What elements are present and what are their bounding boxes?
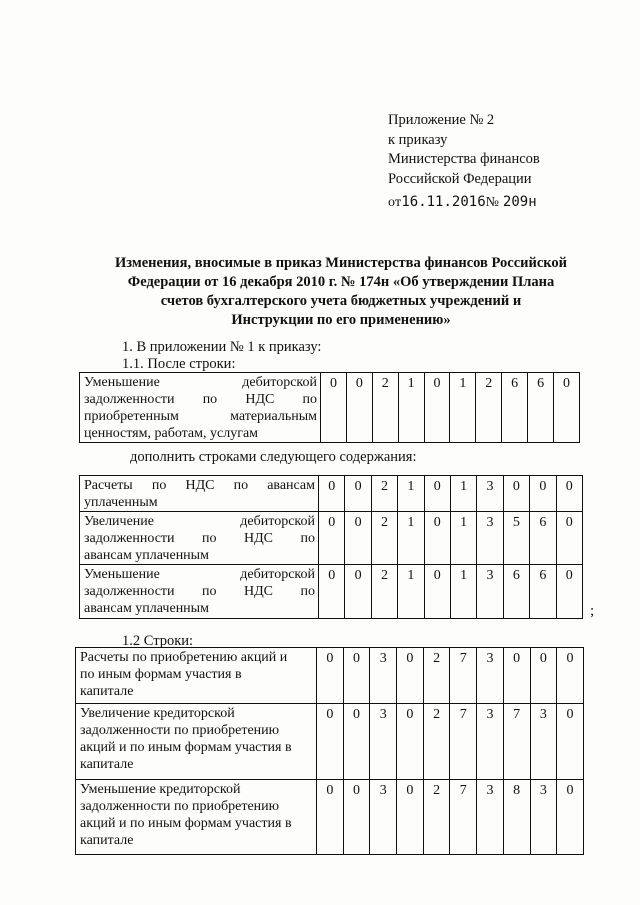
description-line: капитале (80, 832, 134, 848)
row-description (80, 373, 321, 443)
account-code-digit: 2 (371, 476, 397, 512)
account-code-digit: 1 (398, 512, 424, 565)
section-1-1-heading: 1.1. После строки: (122, 356, 236, 372)
row-description (80, 565, 319, 618)
description-line: задолженности по НДС по (84, 392, 317, 407)
account-code-digit: 0 (424, 512, 450, 565)
account-code-digit: 6 (503, 565, 529, 618)
description-line: уплаченным (84, 495, 158, 510)
account-code-digit: 1 (398, 565, 424, 618)
account-code-digit: 3 (370, 704, 397, 779)
account-code-digit: 1 (450, 565, 476, 618)
section-1-heading: 1. В приложении № 1 к приказу: (122, 339, 322, 355)
description-line: задолженности по приобретению (80, 723, 280, 739)
account-code-digit: 0 (424, 476, 450, 512)
account-code-digit: 0 (319, 512, 345, 565)
account-code-digit: 6 (528, 373, 554, 443)
description-line: задолженности по приобретению (80, 798, 280, 814)
account-code-digit: 0 (345, 512, 371, 565)
account-code-digit: 8 (503, 779, 530, 854)
account-code-digit: 0 (503, 648, 530, 704)
row-description (80, 512, 319, 565)
order-date: 16.11.2016 (401, 194, 486, 210)
row-description (80, 476, 319, 512)
description-line: Увеличение дебиторской (84, 514, 315, 529)
account-code-digit: 2 (423, 779, 450, 854)
account-code-digit: 3 (530, 779, 557, 854)
account-code-digit: 1 (398, 373, 424, 443)
account-code-digit: 7 (450, 704, 477, 779)
row-description (76, 779, 317, 854)
account-code-digit: 0 (554, 373, 580, 443)
account-code-digit: 0 (530, 476, 556, 512)
description-line: Расчеты по НДС по авансам (84, 478, 315, 493)
table-added-rows (79, 475, 583, 619)
account-code-digit: 0 (345, 476, 371, 512)
account-code-digit: 0 (343, 779, 370, 854)
description-line: приобретенным материальным (84, 409, 317, 424)
account-code-digit: 0 (424, 373, 450, 443)
appendix-header (388, 111, 540, 213)
appendix-ministry: Министерства финансов (388, 151, 540, 167)
description-line: Расчеты по приобретению акций и (80, 650, 288, 665)
description-line: капитале (80, 757, 134, 773)
account-code-digit: 3 (477, 512, 503, 565)
title-line: Изменения, вносимые в приказ Министерства финансов Российской (114, 255, 568, 271)
table-row (76, 779, 584, 854)
account-code-digit: 3 (477, 476, 503, 512)
order-number: 209н (502, 194, 537, 210)
table-after-row (79, 372, 580, 443)
account-code-digit: 7 (503, 704, 530, 779)
account-code-digit: 0 (346, 373, 372, 443)
account-code-digit: 0 (317, 779, 344, 854)
appendix-order-ref: к приказу (388, 131, 448, 148)
account-code-digit: 0 (343, 704, 370, 779)
account-code-digit: 0 (397, 704, 424, 779)
account-code-digit: 7 (450, 648, 477, 704)
title-line: Федерации от 16 декабря 2010 г. № 174н «Об утверждении Плана (127, 274, 555, 290)
account-code-digit: 5 (503, 512, 529, 565)
account-code-digit: 2 (371, 565, 397, 618)
account-code-digit: 0 (317, 704, 344, 779)
description-line: акций и по иным формам участия в (80, 815, 292, 831)
account-code-digit: 3 (370, 779, 397, 854)
account-code-digit: 0 (319, 476, 345, 512)
account-code-digit: 6 (530, 565, 556, 618)
account-code-digit: 2 (371, 512, 397, 565)
account-code-digit: 2 (372, 373, 398, 443)
semicolon: ; (590, 603, 595, 619)
table-row (80, 476, 583, 512)
title-line: счетов бухгалтерского учета бюджетных учреждений и (160, 293, 522, 309)
table-row (76, 704, 584, 779)
table-row (80, 512, 583, 565)
order-date-number (388, 193, 540, 213)
description-line: Увеличение кредиторской (80, 706, 235, 722)
account-code-digit: 0 (317, 648, 344, 704)
account-code-digit: 0 (345, 565, 371, 618)
account-code-digit: 0 (557, 779, 584, 854)
description-line: ценностям, работам, услугам (84, 426, 259, 441)
account-code-digit: 1 (398, 476, 424, 512)
account-code-digit: 0 (556, 565, 582, 618)
supplement-text: дополнить строками следующего содержания: (130, 449, 417, 465)
document-title (96, 254, 586, 330)
account-code-digit: 0 (503, 476, 529, 512)
description-line: Уменьшение дебиторской (84, 375, 317, 390)
table-rows-1-2 (75, 647, 584, 855)
account-code-digit: 3 (370, 648, 397, 704)
account-code-digit: 3 (477, 565, 503, 618)
row-description (76, 704, 317, 779)
number-prefix: № (485, 195, 500, 210)
description-line: авансам уплаченным (84, 601, 209, 617)
account-code-digit: 0 (556, 476, 582, 512)
description-line: задолженности по НДС по (84, 531, 315, 546)
description-line: авансам уплаченным (84, 548, 209, 563)
account-code-digit: 0 (397, 779, 424, 854)
account-code-digit: 6 (502, 373, 528, 443)
account-code-digit: 6 (530, 512, 556, 565)
account-code-digit: 2 (423, 648, 450, 704)
account-code-digit: 7 (450, 779, 477, 854)
title-line: Инструкции по его применению» (231, 312, 451, 328)
account-code-digit: 0 (321, 373, 347, 443)
account-code-digit: 0 (557, 648, 584, 704)
account-code-digit: 1 (450, 476, 476, 512)
table-row (76, 648, 584, 704)
account-code-digit: 0 (530, 648, 557, 704)
description-line: Уменьшение кредиторской (80, 781, 241, 797)
account-code-digit: 1 (450, 512, 476, 565)
account-code-digit: 3 (530, 704, 557, 779)
account-code-digit: 2 (423, 704, 450, 779)
row-description (76, 648, 317, 704)
account-code-digit: 0 (557, 704, 584, 779)
description-line: акций и по иным формам участия в (80, 740, 292, 756)
account-code-digit: 3 (477, 704, 504, 779)
account-code-digit: 0 (556, 512, 582, 565)
account-code-digit: 3 (477, 779, 504, 854)
table-row (80, 373, 580, 443)
account-code-digit: 0 (343, 648, 370, 704)
appendix-federation: Российской Федерации (388, 170, 532, 187)
account-code-digit: 0 (424, 565, 450, 618)
description-line: Уменьшение дебиторской (84, 567, 315, 583)
account-code-digit: 1 (450, 373, 476, 443)
date-prefix: от (388, 195, 402, 210)
description-line: капитале (80, 684, 134, 699)
account-code-digit: 0 (397, 648, 424, 704)
account-code-digit: 0 (319, 565, 345, 618)
description-line: по иным формам участия в (80, 667, 242, 682)
section-1-2-heading: 1.2 Строки: (122, 633, 194, 649)
description-line: задолженности по НДС по (84, 584, 315, 600)
table-row (80, 565, 583, 618)
account-code-digit: 3 (477, 648, 504, 704)
account-code-digit: 2 (476, 373, 502, 443)
appendix-number: Приложение № 2 (388, 112, 495, 128)
